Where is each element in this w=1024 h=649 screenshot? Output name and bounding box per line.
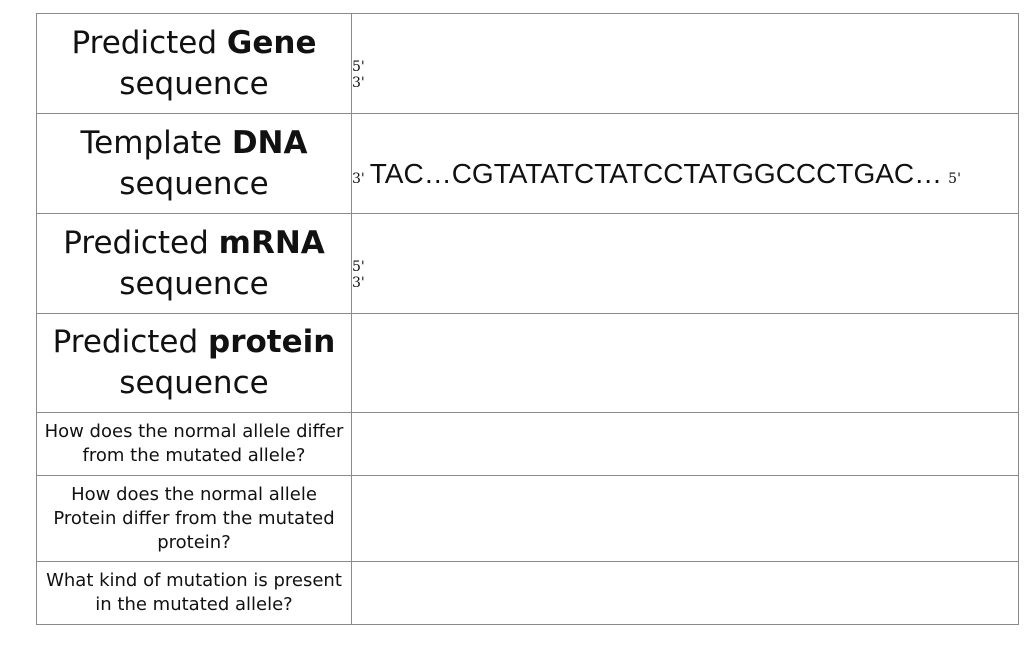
template-dna-cell xyxy=(352,114,1019,214)
label-gene-post: sequence xyxy=(119,65,269,102)
label-dna-bold: DNA xyxy=(231,124,308,161)
label-protein xyxy=(37,314,352,413)
row-question-1 xyxy=(37,413,1019,476)
row-mrna xyxy=(37,214,1019,314)
worksheet-table xyxy=(36,13,1019,625)
label-gene xyxy=(37,14,352,114)
template-dna-sequence: TAC…CGTATATCTATCCTATGGCCCTGAC… xyxy=(369,157,943,189)
gene-3prime: 3' xyxy=(352,74,365,91)
answer-mutation-type[interactable] xyxy=(352,562,1019,625)
label-dna xyxy=(37,114,352,214)
label-dna-post: sequence xyxy=(119,165,269,202)
mrna-3prime: 3' xyxy=(352,274,365,291)
dna-5prime: 5' xyxy=(948,170,961,187)
row-dna xyxy=(37,114,1019,214)
question-allele-difference: How does the normal allele differ from the mutated allele? xyxy=(37,413,352,476)
mrna-5prime: 5' xyxy=(352,258,365,275)
dna-3prime: 3' xyxy=(352,170,365,187)
answer-mrna[interactable] xyxy=(352,214,1019,314)
label-protein-bold: protein xyxy=(208,324,336,360)
row-protein xyxy=(37,314,1019,413)
row-question-2 xyxy=(37,476,1019,562)
label-dna-pre: Template xyxy=(80,124,232,161)
label-gene-bold: Gene xyxy=(226,24,317,61)
row-question-3 xyxy=(37,562,1019,625)
answer-protein[interactable] xyxy=(352,314,1019,413)
row-gene xyxy=(37,14,1019,114)
question-mutation-type: What kind of mutation is present in the mutated allele? xyxy=(37,562,352,625)
label-mrna xyxy=(37,214,352,314)
label-gene-pre: Predicted xyxy=(71,24,227,61)
question-protein-difference: How does the normal allele Protein differ from the mutated protein? xyxy=(37,476,352,562)
answer-gene[interactable] xyxy=(352,14,1019,114)
label-protein-pre: Predicted xyxy=(52,324,209,360)
label-mrna-bold: mRNA xyxy=(218,224,325,261)
label-protein-post: sequence xyxy=(119,365,269,401)
gene-5prime: 5' xyxy=(352,58,365,75)
answer-allele-difference[interactable] xyxy=(352,413,1019,476)
answer-protein-difference[interactable] xyxy=(352,476,1019,562)
label-mrna-post: sequence xyxy=(119,265,269,302)
label-mrna-pre: Predicted xyxy=(63,224,219,261)
